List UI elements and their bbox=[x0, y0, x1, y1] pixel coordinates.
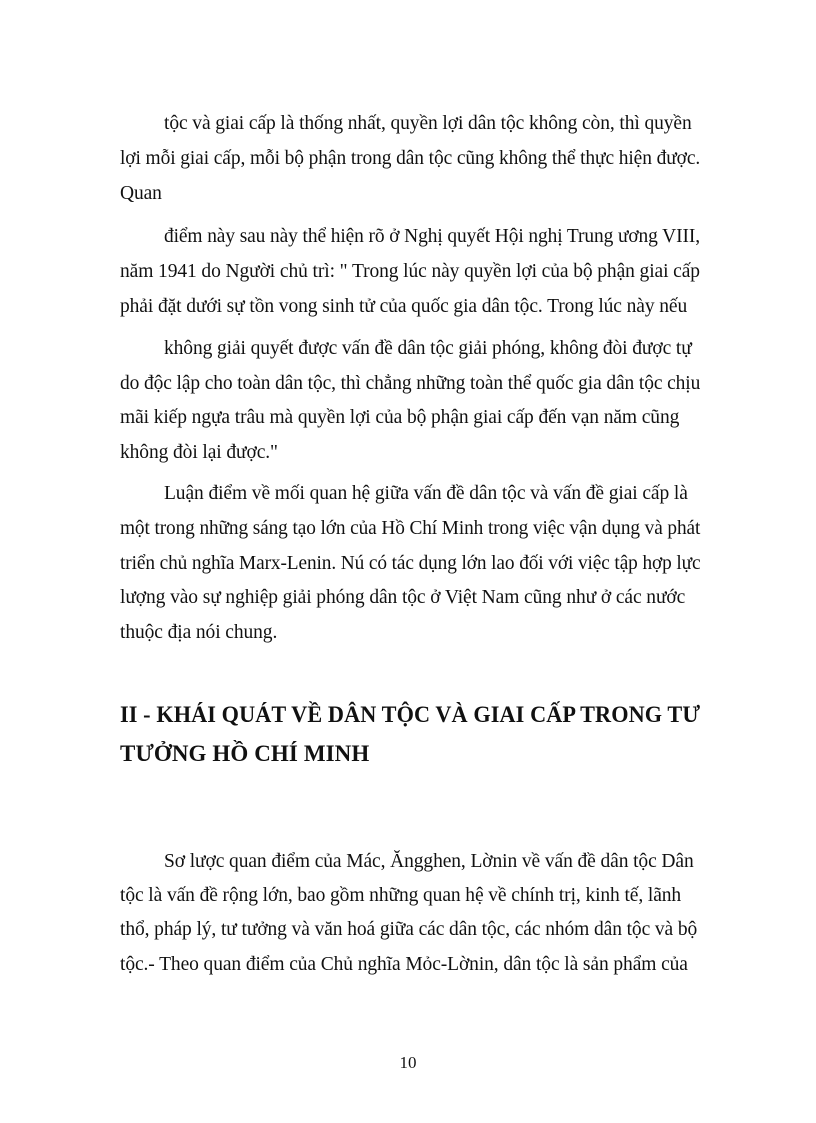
paragraph-4-line-4: lượng vào sự nghiệp giải phóng dân tộc ở Việt Nam cũng như ở các nước bbox=[120, 587, 686, 608]
paragraph-5-line-3: thổ, pháp lý, tư tưởng và văn hoá giữa các dân tộc, các nhóm dân tộc và bộ bbox=[120, 919, 698, 940]
paragraph-1-line-3: Quan bbox=[120, 183, 162, 204]
paragraph-5-line-1: Sơ lược quan điểm của Mác, Ăngghen, Lờnin về vấn đề dân tộc Dân bbox=[164, 851, 694, 872]
paragraph-5-line-4: tộc.- Theo quan điểm của Chủ nghĩa Mỏc-Lờnin, dân tộc là sản phẩm của bbox=[120, 954, 688, 975]
paragraph-1-line-1: tộc và giai cấp là thống nhất, quyền lợi dân tộc không còn, thì quyền bbox=[164, 113, 692, 134]
page-number: 10 bbox=[399, 1053, 417, 1072]
paragraph-4-line-3: triển chủ nghĩa Marx-Lenin. Nú có tác dụng lớn lao đối với việc tập hợp lực bbox=[120, 553, 701, 574]
paragraph-1-line-2: lợi mỗi giai cấp, mỗi bộ phận trong dân tộc cũng không thể thực hiện được. bbox=[120, 148, 701, 169]
section-heading-line-2: TƯỞNG HỒ CHÍ MINH bbox=[120, 741, 370, 766]
section-heading-line-1: II - KHÁI QUÁT VỀ DÂN TỘC VÀ GIAI CẤP TRONG TƯ bbox=[120, 702, 701, 727]
paragraph-2-line-3: phải đặt dưới sự tồn vong sinh tử của quốc gia dân tộc. Trong lúc này nếu bbox=[120, 296, 688, 317]
paragraph-4-line-1: Luận điểm về mối quan hệ giữa vấn đề dân tộc và vấn đề giai cấp là bbox=[164, 483, 688, 504]
paragraph-3-line-4: không đòi lại được." bbox=[120, 442, 278, 463]
paragraph-3-line-2: do độc lập cho toàn dân tộc, thì chẳng những toàn thể quốc gia dân tộc chịu bbox=[120, 373, 701, 394]
paragraph-2-line-2: năm 1941 do Người chủ trì: " Trong lúc này quyền lợi của bộ phận giai cấp bbox=[120, 261, 700, 282]
paragraph-3-line-1: không giải quyết được vấn đề dân tộc giải phóng, không đòi được tự bbox=[164, 338, 692, 359]
paragraph-3-line-3: mãi kiếp ngựa trâu mà quyền lợi của bộ phận giai cấp đến vạn năm cũng bbox=[120, 407, 680, 428]
paragraph-5-line-2: tộc là vấn đề rộng lớn, bao gồm những quan hệ về chính trị, kinh tế, lãnh bbox=[120, 885, 682, 906]
paragraph-4-line-2: một trong những sáng tạo lớn của Hồ Chí Minh trong việc vận dụng và phát bbox=[120, 518, 701, 539]
paragraph-2-line-1: điểm này sau này thể hiện rõ ở Nghị quyết Hội nghị Trung ương VIII, bbox=[164, 226, 700, 247]
paragraph-4-line-5: thuộc địa nói chung. bbox=[120, 622, 278, 643]
